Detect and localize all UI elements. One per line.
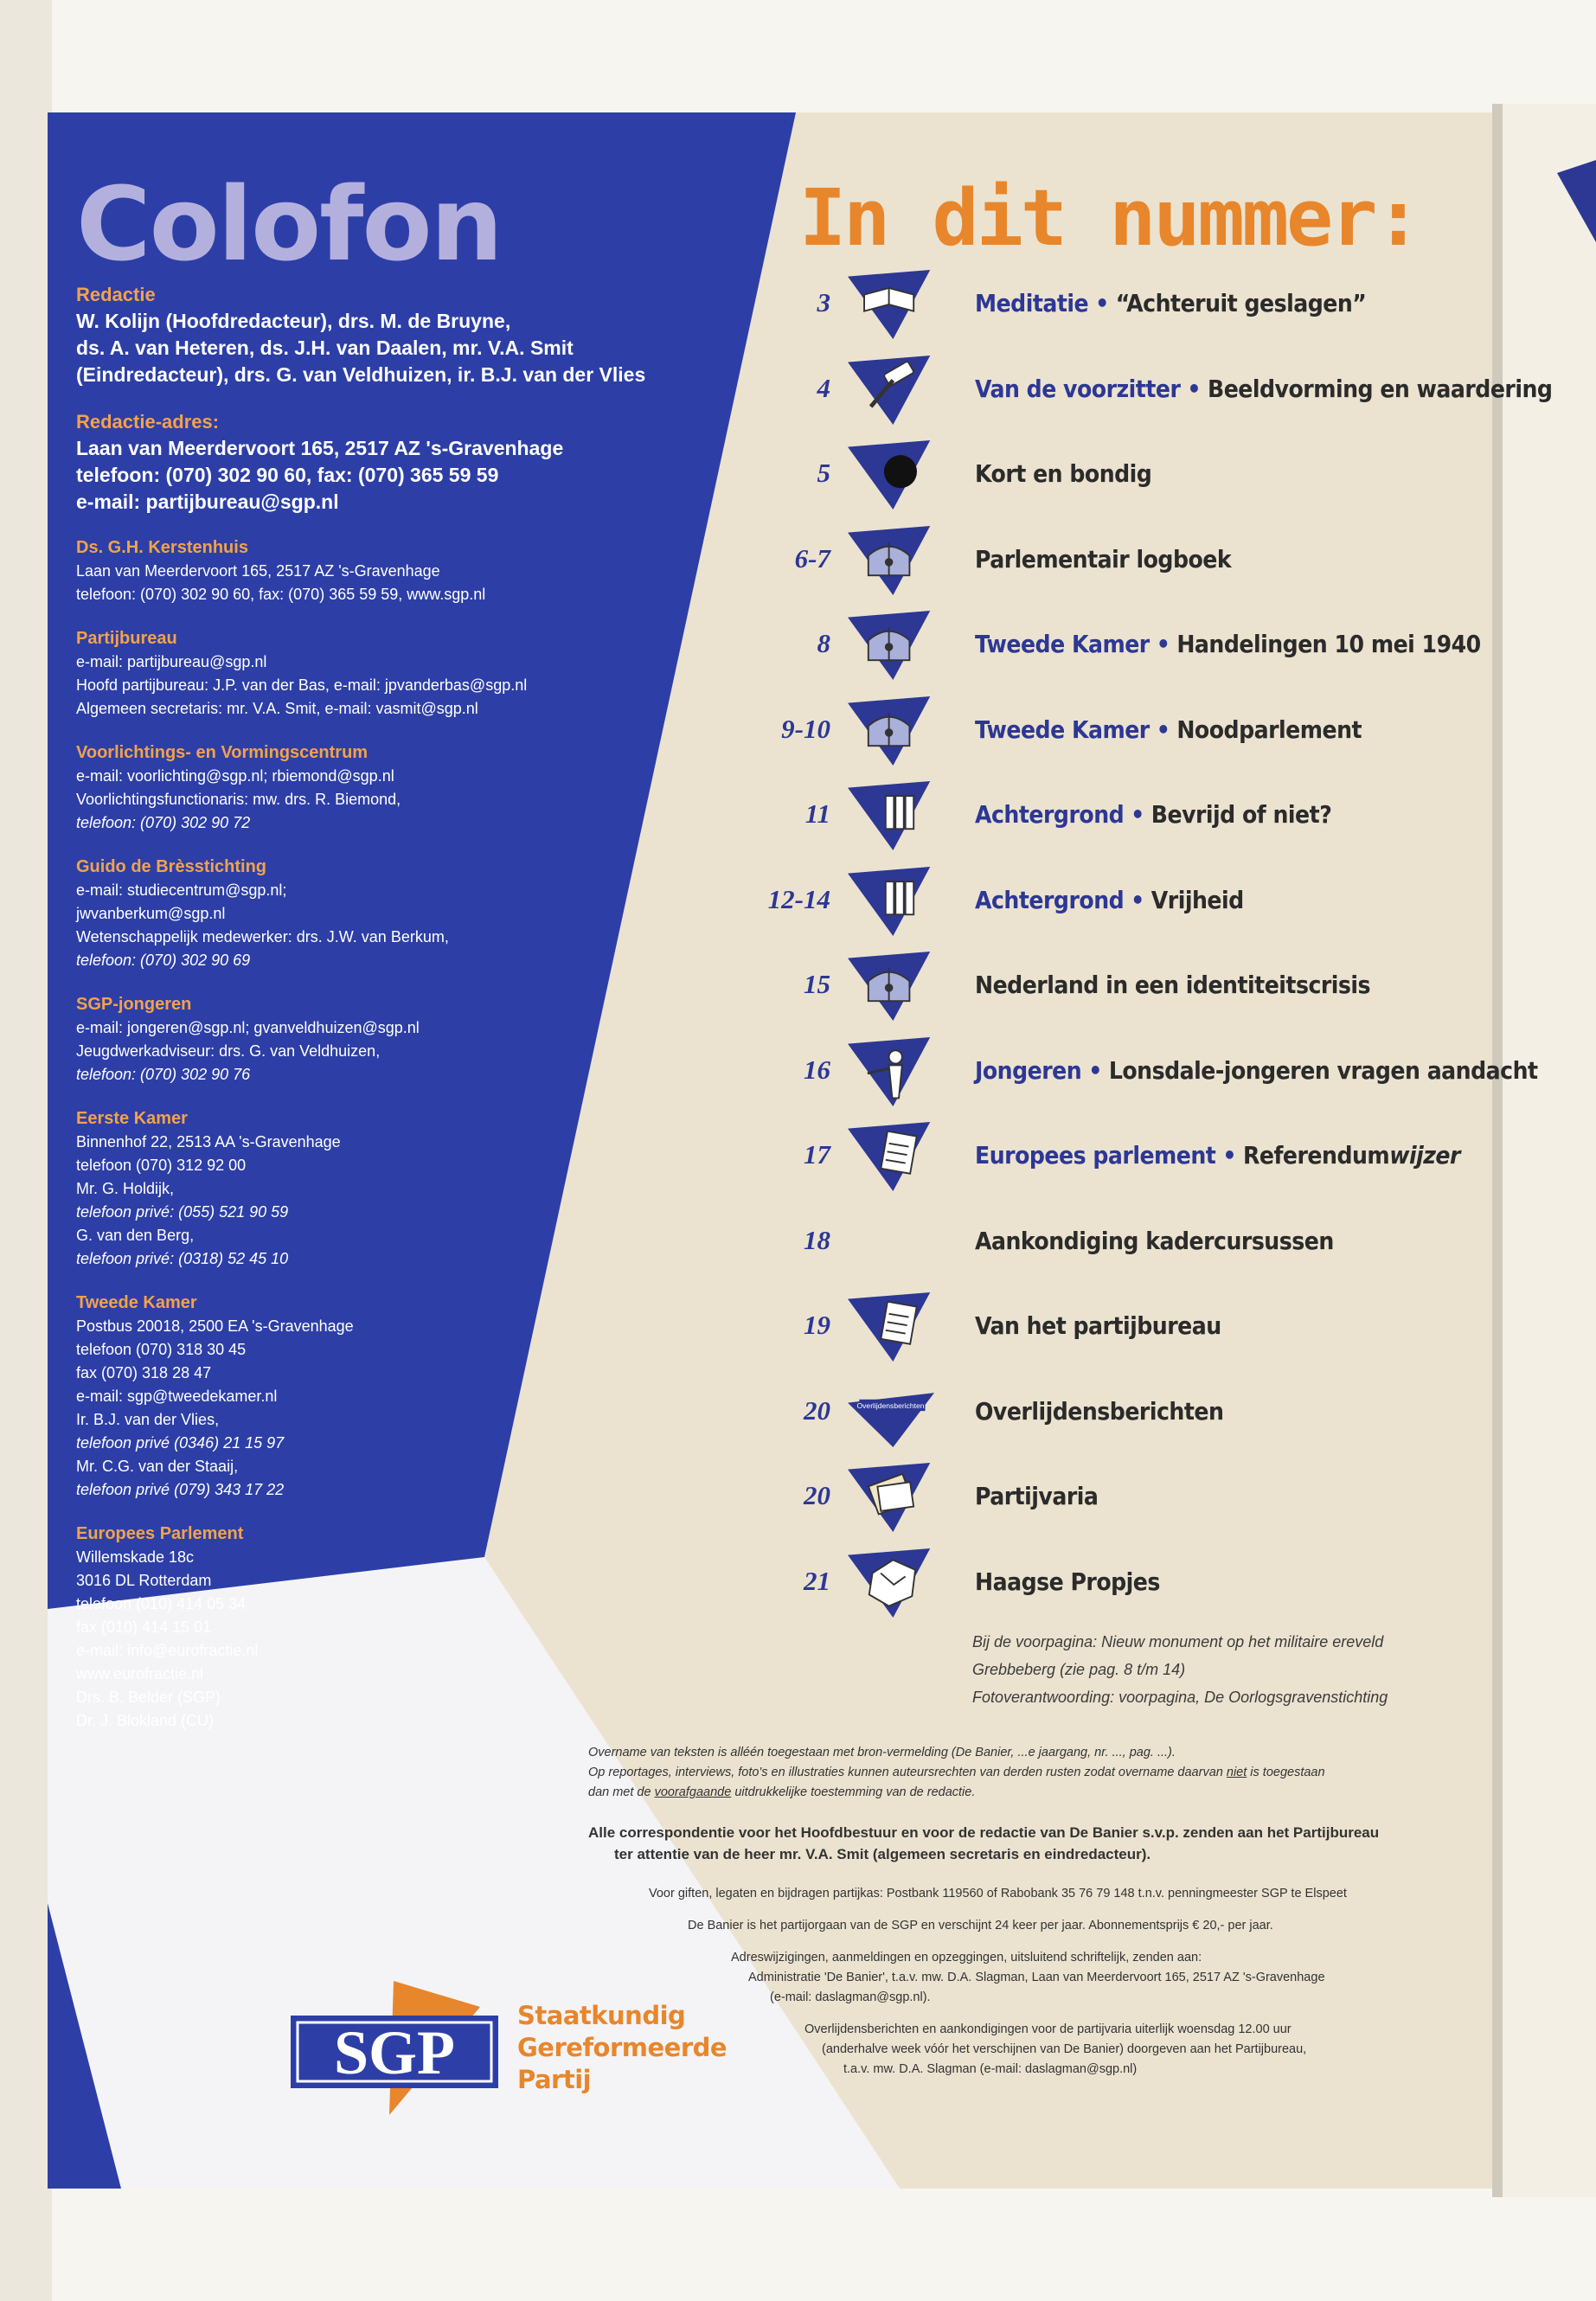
colofon-line: fax (070) 318 28 47 [76, 1364, 212, 1381]
colofon-section-title: Voorlichtings- en Vormingscentrum [76, 743, 369, 762]
toc-page-number: 18 [804, 1225, 830, 1255]
toc-category: Meditatie [975, 289, 1089, 317]
colofon-line: Wetenschappelijk medewerker: drs. J.W. van Berkum, [76, 928, 449, 945]
parliament-icon [848, 950, 934, 1022]
colofon-section [76, 411, 734, 516]
toc-category: Van het partijbureau [975, 1311, 1221, 1340]
toc-entry-text [975, 545, 1231, 574]
colofon-section [76, 743, 734, 835]
gifts-line: Voor giften, legaten en bijdragen partijkas: Postbank 119560 of Rabobank 35 76 79 148 t.n.v. penningmeester SGP te Elspeet [649, 1887, 1347, 1900]
correspondence-line: ter attentie van de heer mr. V.A. Smit (algemeen secretaris en eindredacteur). [614, 1846, 1151, 1862]
toc-category: Europees parlement [975, 1141, 1216, 1170]
logo-name-line: Partij [517, 2065, 592, 2094]
dot-icon [848, 439, 934, 511]
youth-icon [848, 1035, 934, 1108]
bullet-separator: • [1156, 715, 1170, 744]
colofon-section [76, 995, 734, 1086]
colofon-section-title: Redactie [76, 284, 156, 305]
toc-page-number: 21 [804, 1566, 830, 1596]
toc-item [744, 1376, 1479, 1449]
toc-item [744, 1461, 1479, 1534]
toc-article-title: Bevrijd of niet? [1151, 800, 1332, 829]
toc-item [744, 950, 1479, 1022]
colofon-line: 3016 DL Rotterdam [76, 1572, 212, 1589]
obituary-icon-label: Overlijdensberichten [856, 1401, 925, 1411]
gavel-icon [848, 354, 934, 426]
subscription-line: De Banier is het partijorgaan van de SGP en verschijnt 24 keer per jaar. Abonnementsprijs € 20,- per jaar. [688, 1919, 1273, 1932]
address-change-line: Administratie 'De Banier', t.a.v. mw. D.A. Slagman, Laan van Meerdervoort 165, 2517 AZ 's-Gravenhage [748, 1971, 1325, 1984]
toc-entry-text [975, 1397, 1223, 1426]
colofon-line: Binnenhof 22, 2513 AA 's-Gravenhage [76, 1133, 341, 1150]
toc-article-title: Handelingen 10 mei 1940 [1176, 630, 1481, 658]
document-icon [848, 1291, 934, 1363]
copyright-text: dan met de [588, 1785, 651, 1799]
colofon-line: telefoon: (070) 302 90 72 [76, 814, 251, 831]
colofon-line: Voorlichtingsfunctionaris: mw. drs. R. Biemond, [76, 791, 401, 808]
colofon-line: telefoon privé: (055) 521 90 59 [76, 1203, 289, 1221]
toc-category: Parlementair logboek [975, 545, 1232, 574]
colofon-line: www.eurofractie.nl [76, 1665, 204, 1682]
colofon-line: telefoon (010) 414 05 34 [76, 1595, 247, 1612]
books-icon [848, 865, 934, 938]
crumpled-paper-icon [848, 1547, 934, 1619]
toc-page-number: 16 [804, 1054, 830, 1085]
toc-page-number: 19 [804, 1310, 830, 1340]
toc-item [744, 779, 1479, 852]
toc-entry-text [975, 1311, 1221, 1340]
toc-title: In dit nummer: [799, 173, 1420, 264]
colofon-section [76, 538, 734, 606]
colofon-line: Laan van Meerdervoort 165, 2517 AZ 's-Gravenhage [76, 562, 440, 580]
toc-page-number: 12-14 [767, 884, 830, 914]
toc-item [744, 1291, 1479, 1363]
correspondence-line: Alle correspondentie voor het Hoofdbestuur en voor de redactie van De Banier s.v.p. zenden aan het Partijbureau [588, 1824, 1380, 1841]
toc-entry-text [975, 800, 1331, 829]
toc-item [744, 1120, 1479, 1193]
toc-item [744, 524, 1479, 597]
toc-item [744, 1547, 1479, 1619]
toc-page-number: 5 [817, 458, 830, 488]
colofon-line: e-mail: jongeren@sgp.nl; gvanveldhuizen@sgp.nl [76, 1019, 420, 1036]
logo-name [517, 2000, 727, 2096]
address-change-line: Adreswijzigingen, aanmeldingen en opzeggingen, uitsluitend schriftelijk, zenden aan: [731, 1951, 1202, 1965]
colofon-panel [76, 164, 734, 1755]
toc-item [744, 1206, 1479, 1279]
logo-name-line: Gereformeerde [517, 2033, 727, 2062]
toc-page-number: 11 [804, 798, 830, 829]
sgp-logo [285, 1981, 506, 2119]
colofon-line: telefoon: (070) 302 90 60, fax: (070) 365 59 59, www.sgp.nl [76, 586, 486, 603]
logo-name-line: Staatkundig [517, 2001, 686, 2030]
parliament-icon [848, 524, 934, 597]
toc-category: Aankondiging kadercursussen [975, 1227, 1334, 1255]
bullet-separator: • [1187, 375, 1202, 403]
toc-page-number: 4 [817, 373, 830, 403]
toc-entry-text [975, 1482, 1098, 1510]
books-icon [848, 779, 934, 852]
colofon-line: W. Kolijn (Hoofdredacteur), drs. M. de Bruyne, [76, 310, 511, 332]
toc-category: Tweede Kamer [975, 715, 1150, 744]
toc-item [744, 354, 1553, 426]
obituary-note-line: Overlijdensberichten en aankondigingen voor de partijvaria uiterlijk woensdag 12.00 uur [804, 2022, 1292, 2036]
colofon-line: telefoon privé (0346) 21 15 97 [76, 1434, 285, 1452]
colofon-line: ds. A. van Heteren, ds. J.H. van Daalen, mr. V.A. Smit [76, 336, 574, 359]
toc-page-number: 17 [804, 1139, 830, 1170]
colofon-sections [76, 284, 734, 1733]
toc-page-number: 6-7 [794, 543, 830, 574]
colofon-line: Mr. G. Holdijk, [76, 1180, 175, 1197]
colofon-line: Algemeen secretaris: mr. V.A. Smit, e-mail: vasmit@sgp.nl [76, 700, 478, 717]
colofon-section-title: Partijbureau [76, 629, 177, 648]
toc-page-number: 20 [804, 1480, 830, 1510]
toc-category: Overlijdensberichten [975, 1397, 1224, 1426]
colofon-line: Dr. J. Blokland (CU) [76, 1712, 215, 1729]
toc-article-title: Beeldvorming en waardering [1208, 375, 1553, 403]
toc-entry-text [975, 630, 1481, 658]
toc-item [744, 865, 1479, 938]
toc-entry-text [975, 375, 1552, 403]
toc-category: Kort en bondig [975, 459, 1152, 488]
toc-entry-text [975, 715, 1362, 744]
caption-line: Bij de voorpagina: Nieuw monument op het militaire ereveld [972, 1633, 1384, 1650]
toc-category: Achtergrond [975, 886, 1125, 914]
toc-entry-text [975, 886, 1244, 914]
toc-article-title: Referendum [1242, 1141, 1390, 1170]
toc-item [744, 1035, 1538, 1108]
colofon-line: Jeugdwerkadviseur: drs. G. van Veldhuizen, [76, 1042, 381, 1060]
toc-category: Van de voorzitter [975, 375, 1181, 403]
colofon-section-title: Redactie-adres: [76, 411, 220, 433]
colofon-section [76, 284, 734, 388]
colofon-section [76, 1524, 734, 1733]
colofon-line: fax (010) 414 15 01 [76, 1618, 212, 1636]
toc-page-number: 20 [804, 1395, 830, 1426]
document-icon [848, 1120, 934, 1193]
colofon-line: Willemskade 18c [76, 1548, 195, 1566]
toc-category: Jongeren [975, 1056, 1082, 1085]
toc-category: Tweede Kamer [975, 630, 1150, 658]
copyright-text: is toegestaan [1250, 1766, 1325, 1779]
obituary-icon [848, 1376, 934, 1449]
toc-category: Haagse Propjes [975, 1567, 1160, 1596]
caption-line: Fotoverantwoording: voorpagina, De Oorlogsgravenstichting [972, 1689, 1388, 1706]
copyright-line [588, 1763, 1471, 1783]
bullet-separator: • [1095, 289, 1109, 317]
colofon-title: Colofon [76, 164, 502, 284]
colofon-section [76, 857, 734, 972]
toc-item [744, 439, 1479, 511]
colofon-section-title: Ds. G.H. Kerstenhuis [76, 538, 248, 557]
copyright-text: uitdrukkelijke toestemming van de redactie. [734, 1785, 976, 1799]
papers-icon [848, 1461, 934, 1534]
toc-entry-text [975, 971, 1370, 999]
toc-item [744, 268, 1479, 341]
toc-entry-text [975, 1141, 1460, 1170]
colofon-line: telefoon (070) 318 30 45 [76, 1341, 247, 1358]
colofon-section-title: Europees Parlement [76, 1524, 244, 1543]
bullet-separator: • [1131, 886, 1144, 914]
colofon-section [76, 1109, 734, 1271]
bullet-separator: • [1222, 1141, 1236, 1170]
address-change-line: (e-mail: daslagman@sgp.nl). [770, 1990, 931, 2004]
bullet-separator: • [1131, 800, 1144, 829]
colofon-line: Hoofd partijbureau: J.P. van der Bas, e-mail: jpvanderbas@sgp.nl [76, 676, 528, 694]
toc-article-title: “Achteruit geslagen” [1115, 289, 1367, 317]
colofon-line: Ir. B.J. van der Vlies, [76, 1411, 220, 1428]
toc-page-number: 15 [804, 969, 830, 999]
colofon-line: telefoon privé: (0318) 52 45 10 [76, 1250, 289, 1267]
colofon-line: G. van den Berg, [76, 1227, 195, 1244]
toc-item [744, 695, 1479, 767]
copyright-text: Op reportages, interviews, foto's en illustraties kunnen auteursrechten van derden rusten zodat overname daarvan [588, 1766, 1223, 1779]
colofon-section [76, 629, 734, 721]
colofon-section [76, 1293, 734, 1502]
toc-entry-text [975, 289, 1366, 317]
colofon-line: e-mail: partijbureau@sgp.nl [76, 490, 339, 513]
bullet-separator: • [1088, 1056, 1102, 1085]
parliament-icon [848, 609, 934, 682]
photo-caption [972, 1628, 1491, 1711]
colofon-section-title: Guido de Brèsstichting [76, 857, 267, 876]
parliament-icon [848, 695, 934, 767]
toc-entry-text [975, 1227, 1334, 1255]
toc-article-title: Nederland in een identiteitscrisis [975, 971, 1371, 999]
colofon-line: Laan van Meerdervoort 165, 2517 AZ 's-Gravenhage [76, 437, 564, 459]
colofon-line: telefoon: (070) 302 90 76 [76, 1066, 251, 1083]
toc-article-title: Vrijheid [1151, 886, 1244, 914]
colofon-line: telefoon (070) 312 92 00 [76, 1157, 247, 1174]
colofon-line: Mr. C.G. van der Staaij, [76, 1458, 239, 1475]
colofon-line: e-mail: info@eurofractie.nl [76, 1642, 259, 1659]
bullet-separator: • [1156, 630, 1170, 658]
colofon-line: telefoon: (070) 302 90 60, fax: (070) 365 59 59 [76, 464, 499, 486]
book-icon [848, 268, 934, 341]
toc-page-number: 3 [817, 287, 830, 317]
toc-entry-text [975, 459, 1151, 488]
copyright-line: Overname van teksten is alléén toegestaan met bron-vermelding (De Banier, ...e jaargang, nr. ..., pag. ...). [588, 1746, 1176, 1759]
toc-item [744, 609, 1479, 682]
colofon-line: e-mail: voorlichting@sgp.nl; rbiemond@sgp.nl [76, 767, 394, 785]
copyright-emphasis: niet [1226, 1766, 1247, 1779]
colofon-section-title: SGP-jongeren [76, 995, 192, 1014]
colofon-line: Postbus 20018, 2500 EA 's-Gravenhage [76, 1317, 354, 1335]
colofon-line: telefoon: (070) 302 90 69 [76, 952, 251, 969]
toc-page-number: 8 [817, 628, 830, 658]
caption-line: Grebbeberg (zie pag. 8 t/m 14) [972, 1661, 1186, 1678]
colofon-line: e-mail: partijbureau@sgp.nl [76, 653, 267, 670]
colofon-line: telefoon privé (079) 343 17 22 [76, 1481, 285, 1498]
copyright-line [588, 1783, 1471, 1803]
obituary-note-line: (anderhalve week vóór het verschijnen van De Banier) doorgeven aan het Partijbureau, [822, 2042, 1307, 2056]
colofon-line: jwvanberkum@sgp.nl [76, 905, 226, 922]
colofon-line: (Eindredacteur), drs. G. van Veldhuizen, ir. B.J. van der Vlies [76, 363, 646, 386]
logo-mark: SGP [333, 2018, 456, 2087]
colofon-line: Drs. B. Belder (SGP) [76, 1689, 221, 1706]
toc-entry-text [975, 1056, 1538, 1085]
copyright-emphasis: voorafgaande [654, 1785, 732, 1799]
toc-category: Partijvaria [975, 1482, 1099, 1510]
toc-entry-text [975, 1567, 1160, 1596]
colofon-section-title: Eerste Kamer [76, 1109, 188, 1128]
toc-article-title: Noodparlement [1176, 715, 1362, 744]
toc-article-title-emphasis: wijzer [1389, 1141, 1460, 1170]
colofon-line: e-mail: sgp@tweedekamer.nl [76, 1388, 278, 1405]
colofon-section-title: Tweede Kamer [76, 1293, 197, 1312]
obituary-note-line: t.a.v. mw. D.A. Slagman (e-mail: daslagman@sgp.nl) [843, 2062, 1138, 2076]
toc-page-number: 9-10 [781, 714, 830, 744]
colofon-line: e-mail: studiecentrum@sgp.nl; [76, 881, 287, 899]
toc-article-title: Lonsdale-jongeren vragen aandacht [1108, 1056, 1538, 1085]
toc-category: Achtergrond [975, 800, 1125, 829]
